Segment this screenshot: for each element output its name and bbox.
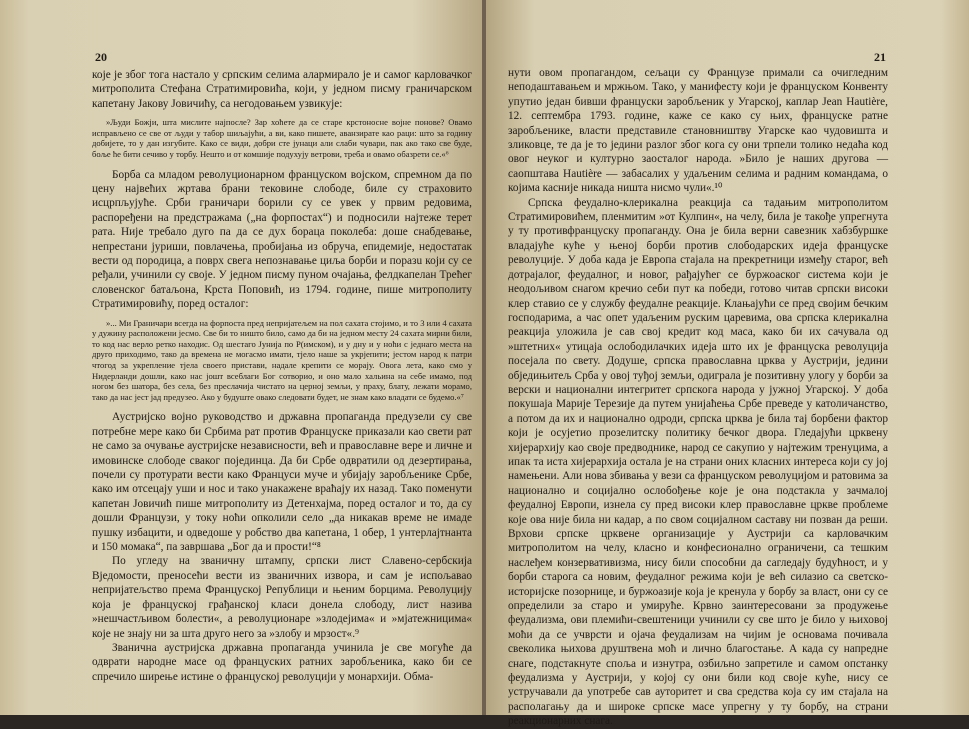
paragraph: Аустријско војно руководство и државна пропаганда предузели су све потребне мере како би Србима рат против Француске приказали као свети рат не само за очување аустријске независности, већ и православне вере и личне и имовинске слободе сваког појединца. Да би Србе одвратили од дезертирања, почели су протурати вести како Француси муче и убијају заробљенике Србе, како им отсецају уши и нос и тако унакажене враћају их назад. Тако поменути капетан Јовичић пише митрополиту из Детенхајма, поред осталог и то, да су дошли Французи, у току ноћи опколили село „да никакав време не имаде пушку избацити, и одведоше у робство два капетана, 1 обер, 1 унтерлајтнанта и 150 момака“, па завршава „Бог да и прости!“⁸ <box>92 411 472 554</box>
block-quote: »... Ми Граничари всегда на форпоста пред непријатељем на пол сахата стојимо, и то 3 или 4 сахата у дужину расположени јесмо. Све би то ништо било, само да би на једном месту 24 сахата мирни били, то код нас верло ретко находис. Од шестаго Јунија по Р(имском), и у дну и у ноћи с једнаго места на друго приходимо, тако да времена не могасмо имати, тјело наше за укрјепити; јестом народ к патри чтогод за укрепление тјела своего пристави, надале крепити се морају. Овога лета, како смо у Нидерланди дошли, како нас јошт всеблаги Бог сотворио, и оно мало хальина на себе имамо, под ногом без шатора, без села, без преслачија чистато на церној земљи, у праху, блату, лежати морамо, тако да нас јест јад предузео. Ако у будуште овако следовати будет, не знам како владати се будемо.«⁷ <box>92 317 472 402</box>
right-page <box>486 0 969 728</box>
block-quote: »Људи Божји, шта мислите најпосле? Зар хоћете да се старе крстоносне војне понове? Овамо исправљено се све от људи у табор шиљајући, а ви, како пишете, аванзирате као раци: што за годину добијете, то у дан изгубите. Како се види, добри сте јунаци али слаби чувари, пак ако тако све буде, боље ће бити сечиво у торбу. Нешто и от комшије подухују ветрови, треба и овамо обазрети се.«⁶ <box>92 117 472 159</box>
paragraph: нути овом пропагандом, сељаци су Французе примали са очигледним непoдаштавањем и мржњом. Тако, у манифесту који је француском Конвенту упутио један бивши француски заробљеник у Угарској, каплар Jean Hautière, 12. септембра 1793. године, каже се како су њих, француске ратне заробљенике, власти представиле становништву Угарске као чудовишта и зликовце, те да је то једини разлог због кога су они трпели толико недаћа код овог неуког и културно заосталог народа. »Било је наших другова — саопштава Hautière — забасалих у удаљеним селима и радним командама, о којима касније никада ништа нисмо чули«.¹⁰ <box>508 67 888 195</box>
left-page <box>0 0 484 715</box>
left-page-text <box>92 68 472 684</box>
paragraph: Борба са младом револуционарном француском војском, спремном да по цену највећих жртава брани тековине слободе, биле су страховито исцрпљујуће. Срби граничари борили су се увек у првим редовима, распоређени на предстражама („на форпостах“) и подносили најтеже терет рата. Није требало дуго па да се дух бораца поколеба: доше снабдевање, непрестани јуриши, повлачења, пробијања из обруча, епидемије, недостатак вести од породица, а поврх свега непознавање циља борби и поразu који су се ређали, учинили су своје. У једном писму пуном очајања, фелдкапелан Трећег словенског батаљона, Крста Поповић, из 1794. године, пише митрополиту Стратимировићу, поред осталог: <box>92 168 472 311</box>
paragraph: По угледу на званичну штампу, српски лист Славено-сербскија Вједомости, преносећи вести из званичних извора, и сам је испољавао непријатељство према Француској Републици и њеним борцима. Револуцију која је француској грађанској класи донела слободу, лист назива »нешчастљивом болести«, а револуционаре »злодејима« и »мјатежницима« које не знају ни за шта друго него за »злобу и мрзост«.⁹ <box>92 555 472 640</box>
right-page-text <box>508 66 888 729</box>
page-number-right: 21 <box>874 50 886 64</box>
page-number-left: 20 <box>95 50 107 64</box>
paragraph: Српска феудално-клерикална реакција са тадањим митрополитом Стратимировићем, пленмитим »от Кулпин«, на челу, била је такође упрегнута у ту противфранцуску пропаганду. Она је била верни савезник хабзбуршке владајуће куће у њеној борби против слободарских идеја француске револуције. У доба када је Европа стајала на прекретници између старог, већ дотрајалог, феудалног, и новог, рађајућег се буржоаског система који је неодољивом снагом кречио себи пут ка победи, готово читав српски високи клер ставио се у службу феудалне реакције. Клањајући се пред својим бечким господарима, а час опет удаљеним руским царевима, ова српска клерикална реакција уложила је сав свој кредит код маса, како би их сачувала од »штетних« утицаја ослободилачких идеја што их је француска револуција посејала по свету. Додуше, српска православна црква у Аустрији, једини обједињитељ Срба у овој туђој земљи, одиграла је позитивну улогу у борби за верски и национални интегритет српскога народа у јужној Угарској. У доба покушаја Марије Терезије да путем унијаћења Србе преведе у католичанство, а потом да их и национално одроди, српска црква је била тај борбени фактор који је осујетио прозелитску политику бечког двора. Гледајући црквену хијерархију као своје предводнике, народ се сакупио у најтежим тренуцима, а ипак та иста хијерархија остала је на страни оних класних интереса који су јој намењени. Али нова збивања у вези са француском револуцијом и ратовима за национално и социјално ослобођење које је она подстакла у зачмалој феудалној Европи, изнела су пред високи клер православне цркве проблеме које ова није била ни кадар, а по свом социјалном саставу ни позван да реши. Врхови српске црквене организације у Аустрији са карловачким митрополитом на челу, класно и конфесионално ограничени, са тешким наслеђем конзервативизма, нису били способни да сагледају будућност, и у борби старога са новим, феудалног режима који је већ силазио са светско-историјске позорнице, и буржоазије која је кренула у борбу за власт, они су се определили за старо и умируће. Крвно заинтересовани за продужење феудализма, ови племићи-свештеници учинили су све што је било у њиховој моћи да се учврсти и ојача феудализам на чијим је основама почивала свеколика њихова друштвена моћ и лично благостање. А када су напредне снаге, подстакнуте споља и изнутра, озбиљно запретиле и самом опстанку феудализма у Аустрији, у којој су они били код своје куће, нису се устручавали да употребе сав ауторитет и сва средства која су им стајала на располагању да и широке српске масе упрегну у ту борбу, на страни реакционарних снага. <box>508 196 888 728</box>
paragraph: Званична аустријска државна пропаганда учинила је све могуће да одврати народне масе од француских ратних заробљеника, како би се спречило ширење истине о француској револуцији у монархији. Обма- <box>92 641 472 683</box>
paragraph: које је због тога настало у српским селима алармирало је и самог карловачког митрополита Стефана Стратимировића, који, у једном писму граничарском капетану Јакову Јовичићу, са негодовањем узвикује: <box>92 69 472 110</box>
